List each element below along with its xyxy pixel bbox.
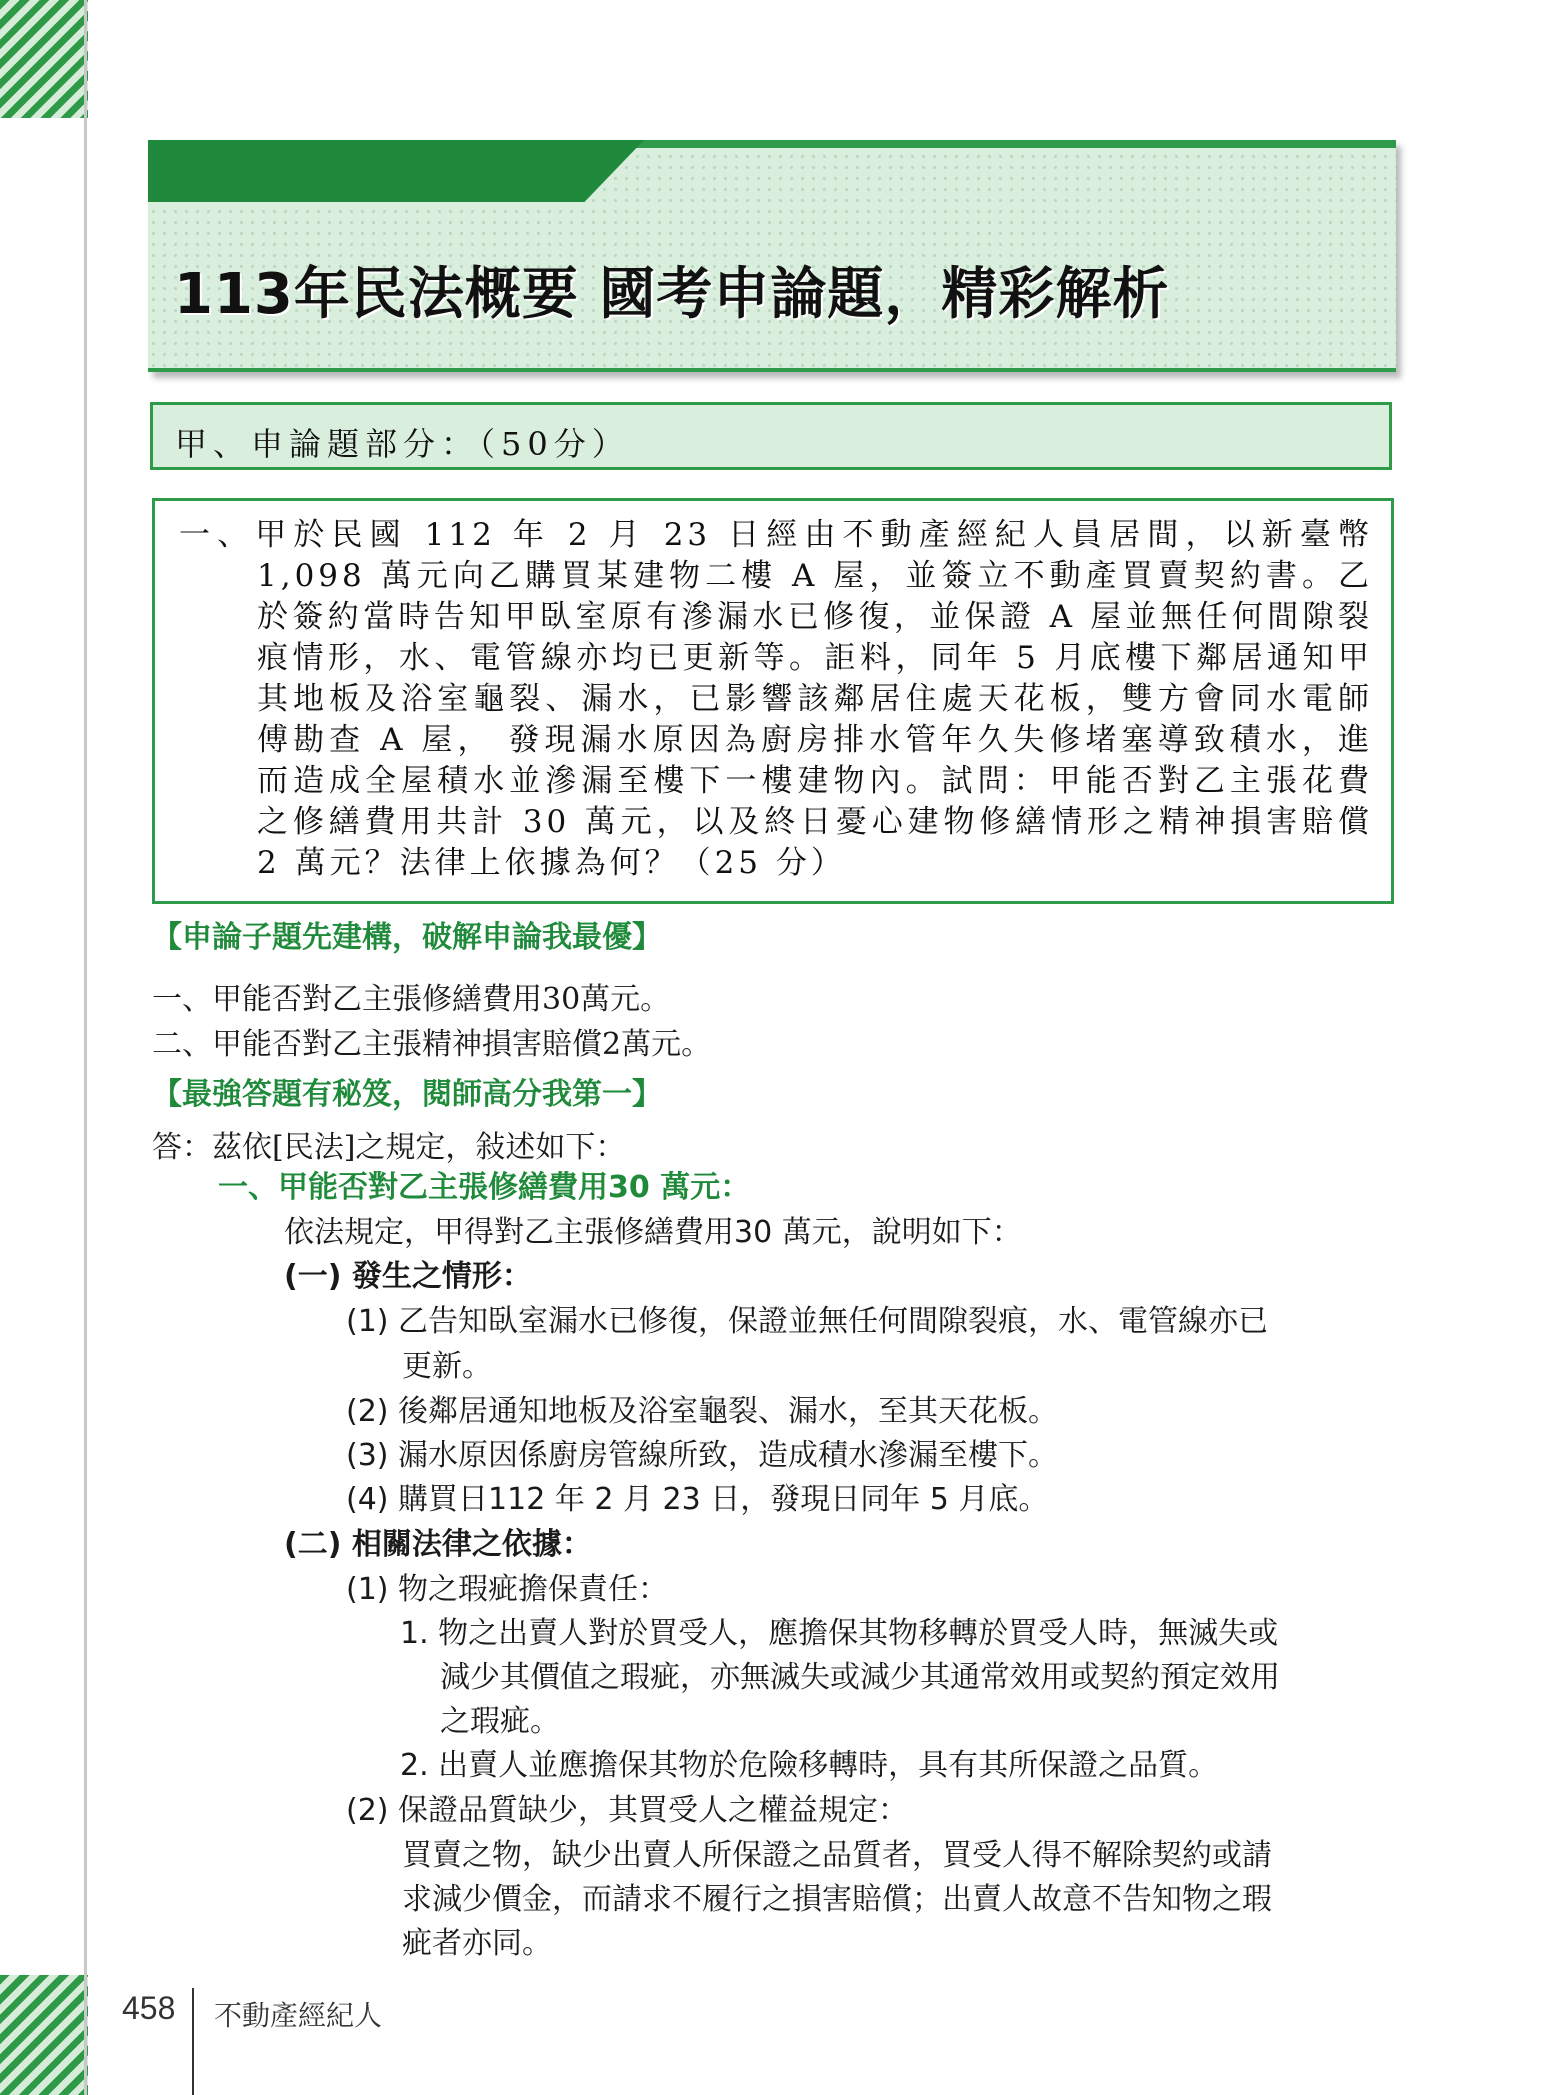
- point-1-lead: 依法規定，甲得對乙主張修繕費用30 萬元，說明如下：: [284, 1215, 1022, 1250]
- rule-text: 疵者亦同。: [402, 1926, 552, 1961]
- answer-intro: 答：茲依[民法]之規定，敍述如下：: [152, 1130, 626, 1165]
- footer-divider: [192, 1988, 194, 2095]
- point-1-title: 一、甲能否對乙主張修繕費用30 萬元：: [218, 1170, 751, 1205]
- page-title: 113年民法概要 國考申論題，精彩解析: [174, 262, 1170, 327]
- law-item-continuation: 減少其價值之瑕疵，亦無滅失或減少其通常效用或契約預定效用: [440, 1660, 1280, 1695]
- law-item: 1. 物之出賣人對於買受人，應擔保其物移轉於買受人時，無滅失或: [400, 1616, 1279, 1651]
- section-header: 甲、申論題部分：（50分）: [175, 425, 630, 463]
- side-margin-rule: [84, 0, 87, 2095]
- question-box: [152, 498, 1394, 904]
- title-banner: [148, 140, 1396, 372]
- sub-section-1-title: (一) 發生之情形：: [284, 1259, 532, 1294]
- list-item: (4) 購買日112 年 2 月 23 日，發現日同年 5 月底。: [346, 1482, 1049, 1517]
- top-left-stripe-decoration: [0, 0, 88, 118]
- list-item: (1) 乙告知臥室漏水已修復，保證並無任何間隙裂痕，水、電管線亦已: [346, 1304, 1269, 1339]
- law-item-continuation: 之瑕疵。: [440, 1704, 560, 1739]
- section-header-box: [150, 402, 1392, 470]
- sub-question-2: 二、甲能否對乙主張精神損害賠償2萬元。: [152, 1027, 712, 1062]
- footer-book-title: 不動產經紀人: [214, 1999, 383, 2032]
- list-item: (2) 後鄰居通知地板及浴室龜裂、漏水，至其天花板。: [346, 1394, 1059, 1429]
- list-item: (1) 物之瑕疵擔保責任：: [346, 1572, 669, 1607]
- rule-text: 買賣之物，缺少出賣人所保證之品質者，買受人得不解除契約或請: [402, 1838, 1272, 1873]
- list-item: (2) 保證品質缺少，其買受人之權益規定：: [346, 1793, 909, 1828]
- list-item-continuation: 更新。: [402, 1349, 492, 1384]
- law-item: 2. 出賣人並應擔保其物於危險移轉時，具有其所保證之品質。: [400, 1748, 1219, 1783]
- sub-section-2-title: (二) 相關法律之依據：: [284, 1527, 592, 1562]
- banner-green-tab: [148, 140, 644, 202]
- rule-text: 求減少價金，而請求不履行之損害賠償；出賣人故意不告知物之瑕: [402, 1882, 1272, 1917]
- list-item: (3) 漏水原因係廚房管線所致，造成積水滲漏至樓下。: [346, 1438, 1059, 1473]
- page-number: 458: [122, 1990, 176, 2026]
- answer-heading: 【最強答題有秘笈，閱師高分我第一】: [152, 1077, 662, 1112]
- bottom-left-stripe-decoration: [0, 1975, 88, 2095]
- structure-heading: 【申論子題先建構，破解申論我最優】: [152, 920, 662, 955]
- question-text: 一、甲於民國 112 年 2 月 23 日經由不動產經紀人員居間，以新臺幣 1,098 萬元向乙購買某建物二樓 A 屋，並簽立不動產買賣契約書。乙於簽約當時告知甲臥室原有滲漏水已修復，並保證 A 屋並無任何間隙裂痕情形，水、電管線亦均已更新等。詎料，同年 5 月底樓下鄰居通知甲其地板及浴室龜裂、漏水，已影響該鄰居住處天花板，雙方會同水電師傅勘查 A 屋， 發現漏水原因為廚房排水管年久失修堵塞導致積水，進而造成全屋積水並滲漏至樓下一樓建物內。試問：甲能否對乙主張花費之修繕費用共計 30 萬元，以及終日憂心建物修繕情形之精神損害賠償 2 萬元？法律上依據為何？（25 分）: [179, 517, 1373, 881]
- sub-question-1: 一、甲能否對乙主張修繕費用30萬元。: [152, 982, 671, 1017]
